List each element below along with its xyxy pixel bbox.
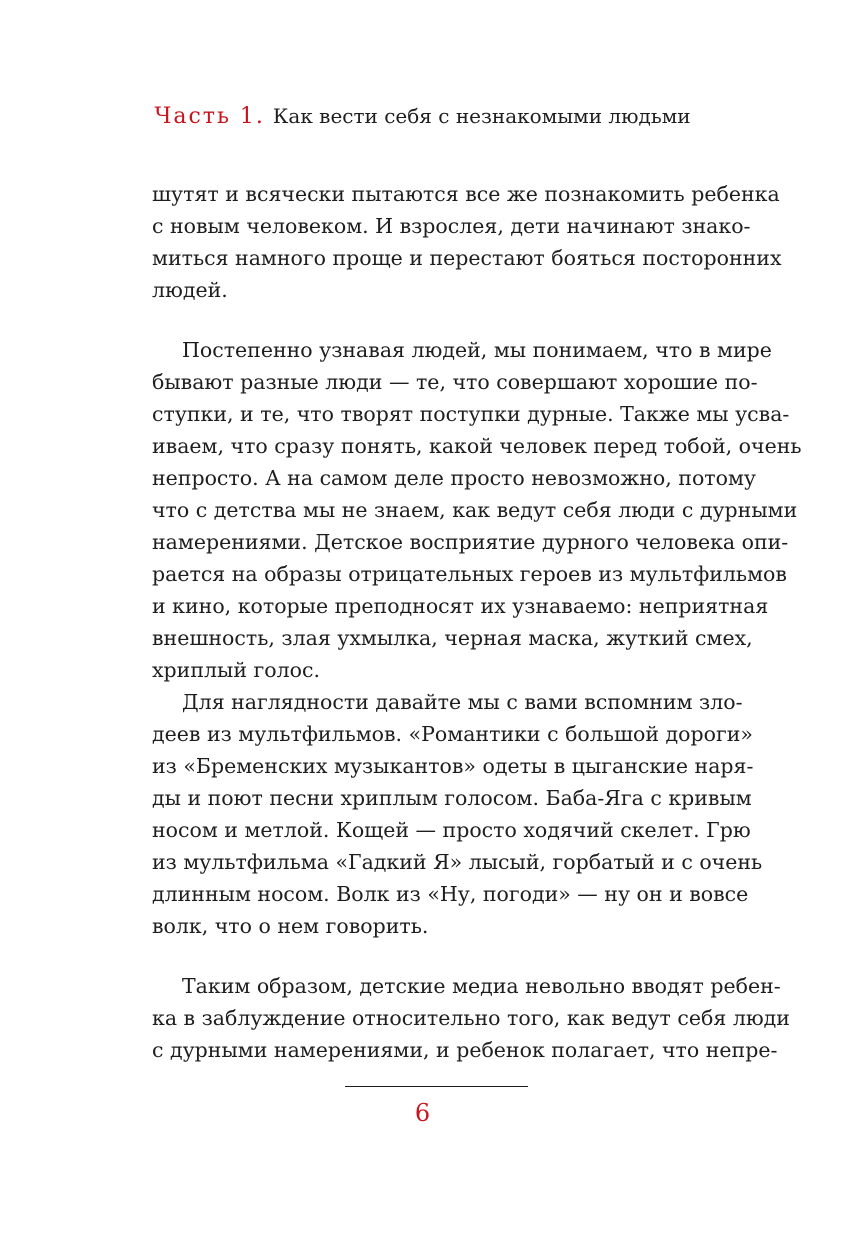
text-line: Постепенно узнавая людей, мы понимаем, что в мире: [182, 338, 772, 362]
text-line: ступки, и те, что творят поступки дурные. Также мы усва-: [152, 402, 790, 426]
paragraph-continued: [152, 178, 782, 306]
text-line: намерениями. Детское восприятие дурного человека опи-: [152, 530, 789, 554]
text-line: длинным носом. Волк из «Ну, погоди» — ну он и вовсе: [152, 882, 749, 906]
text-line: ка в заблуждение относительно того, как ведут себя люди: [152, 1006, 790, 1030]
text-line: хриплый голос.: [152, 658, 320, 682]
text-line: из «Бременских музыкантов» одеты в цыганские наря-: [152, 754, 754, 778]
text-line: с дурными намерениями, и ребенок полагает, что непре-: [152, 1038, 778, 1062]
running-head: [0, 101, 845, 132]
text-line: Таким образом, детские медиа невольно вводят ребен-: [182, 974, 781, 998]
text-line: носом и метлой. Кощей — просто ходячий скелет. Грю: [152, 818, 751, 842]
text-line: Для наглядности давайте мы с вами вспомним зло-: [182, 690, 743, 714]
text-line: непросто. А на самом деле просто невозможно, потому: [152, 466, 756, 490]
page-number: 6: [414, 1099, 431, 1127]
text-line: бывают разные люди — те, что совершают хорошие по-: [152, 370, 758, 394]
text-line: людей.: [152, 278, 228, 302]
chapter-title: Как вести себя с незнакомыми людьми: [272, 104, 691, 128]
text-line: волк, что о нем говорить.: [152, 914, 429, 938]
text-line: деев из мультфильмов. «Романтики с большой дороги»: [152, 722, 753, 746]
paragraph: [152, 970, 790, 1066]
footer-rule: [345, 1086, 528, 1087]
body-text: [152, 178, 802, 1066]
text-line: из мультфильма «Гадкий Я» лысый, горбатый и с очень: [152, 850, 763, 874]
text-line: что с детства мы не знаем, как ведут себя люди с дурными: [152, 498, 798, 522]
text-line: шутят и всячески пытаются все же познакомить ребенка: [152, 182, 780, 206]
paragraph-gap: [152, 942, 740, 970]
paragraph: [152, 334, 802, 686]
chapter-label: Часть 1.: [154, 104, 265, 129]
text-line: внешность, злая ухмылка, черная маска, жуткий смех,: [152, 626, 753, 650]
text-line: иваем, что сразу понять, какой человек перед тобой, очень: [152, 434, 802, 458]
paragraph: [152, 686, 763, 942]
text-line: рается на образы отрицательных героев из мультфильмов: [152, 562, 787, 586]
text-line: миться намного проще и перестают бояться посторонних: [152, 246, 782, 270]
text-line: и кино, которые преподносят их узнаваемо: неприятная: [152, 594, 769, 618]
paragraph-gap: [152, 306, 740, 334]
text-line: с новым человеком. И взрослея, дети начинают знако-: [152, 214, 751, 238]
text-line: ды и поют песни хриплым голосом. Баба-Яга с кривым: [152, 786, 752, 810]
